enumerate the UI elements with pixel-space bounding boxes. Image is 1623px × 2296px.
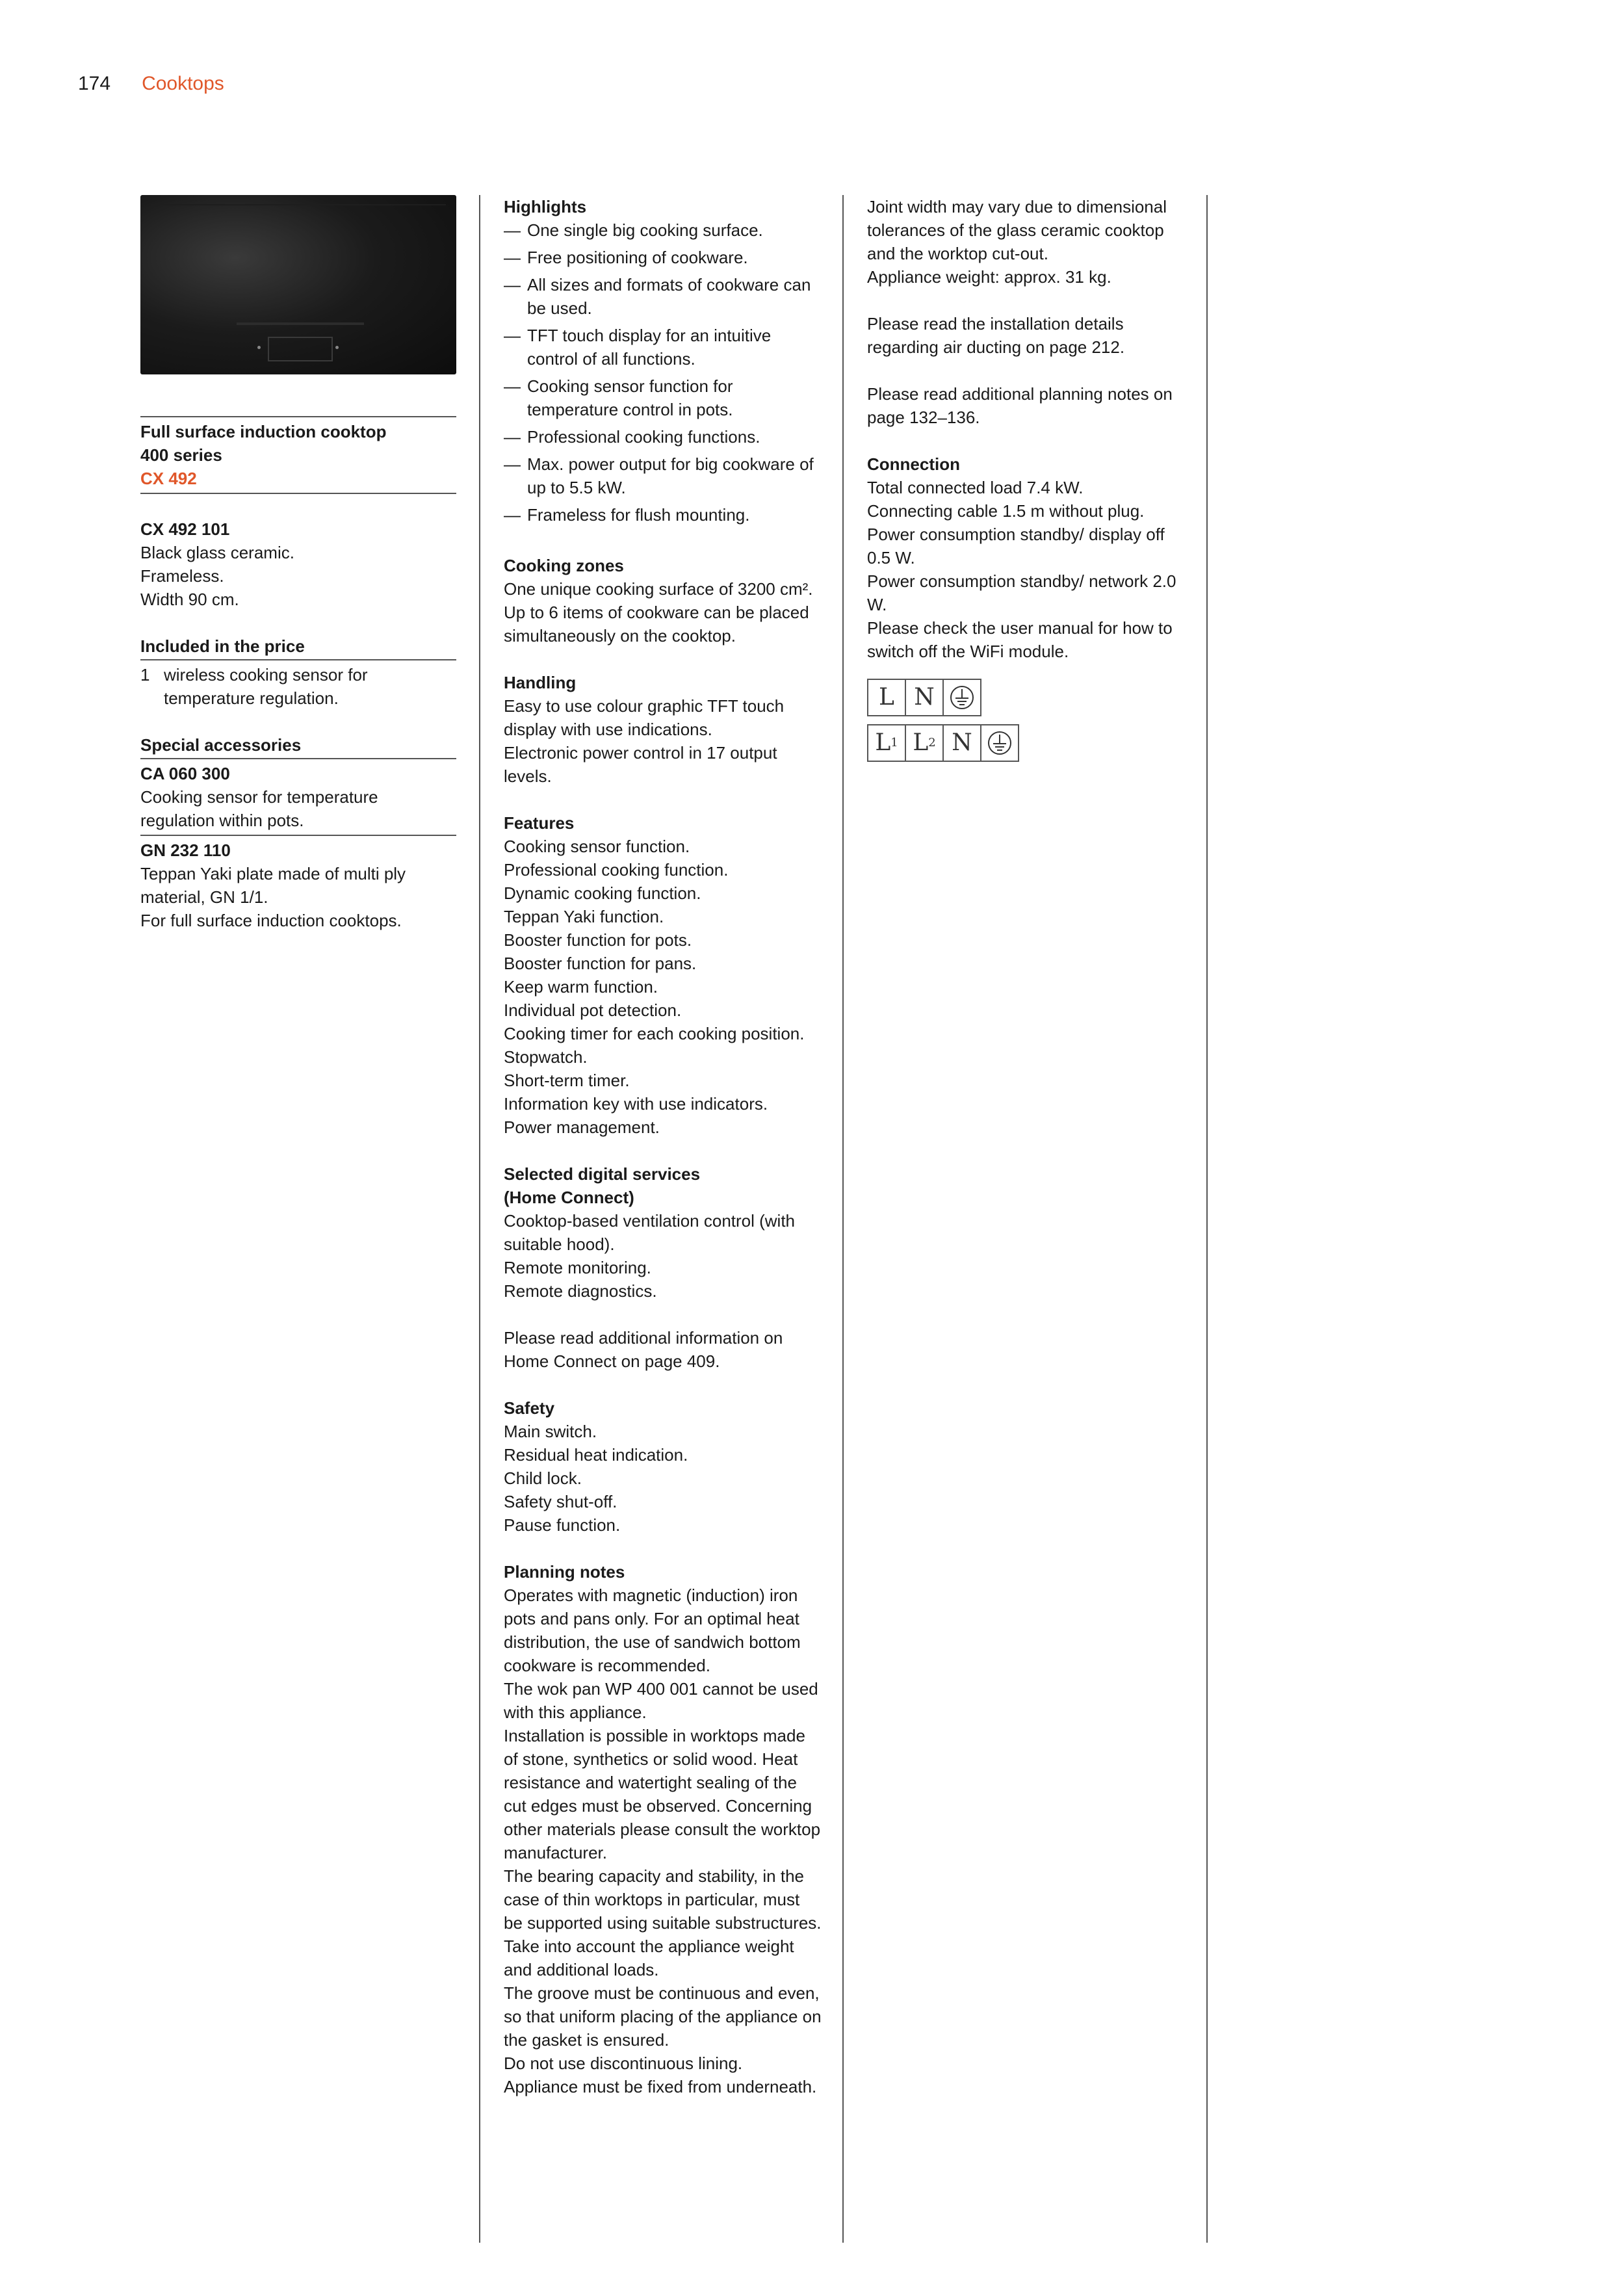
- list-item: — Professional cooking functions.: [504, 427, 760, 447]
- cooktop-photo: [140, 195, 456, 374]
- accessory-text: For full surface induction cooktops.: [140, 911, 402, 930]
- ground-icon: [980, 724, 1019, 762]
- list-item: Information key with use indicators.: [504, 1094, 768, 1114]
- list-item: Power management.: [504, 1117, 660, 1137]
- cooking-zones-title: Cooking zones: [504, 556, 624, 575]
- highlights-list: [504, 218, 822, 527]
- planning-note: The groove must be continuous and even, so that uniform placing of the appliance on the gasket is ensured.: [504, 1983, 822, 2050]
- planning-note: Do not use discontinuous lining.: [504, 2054, 743, 2073]
- product-series: 400 series: [140, 445, 222, 465]
- list-item: — Free positioning of cookware.: [504, 248, 748, 267]
- connection-line: Power consumption standby/ display off 0.5 W.: [867, 525, 1165, 567]
- planning-note: Operates with magnetic (induction) iron pots and pans only. For an optimal heat distribution, the use of sandwich bottom cookware is recommended.: [504, 1585, 801, 1675]
- column-divider: [479, 195, 480, 2243]
- list-item: — TFT touch display for an intuitive control of all functions.: [504, 326, 772, 369]
- included-title: Included in the price: [140, 636, 305, 656]
- page-number: 174: [78, 73, 111, 94]
- column-divider: [842, 195, 844, 2243]
- product-column: [140, 195, 456, 932]
- connection-line: Please check the user manual for how to switch off the WiFi module.: [867, 618, 1173, 661]
- features-title: Features: [504, 813, 575, 833]
- text-line: Easy to use colour graphic TFT touch display with use indications.: [504, 696, 785, 739]
- accessory-text: Teppan Yaki plate made of multi ply material, GN 1/1.: [140, 864, 406, 907]
- accessory-item: [140, 758, 456, 832]
- list-item: Remote monitoring.: [504, 1258, 651, 1277]
- display-icon: [268, 337, 333, 361]
- planning-note: Appliance must be fixed from underneath.: [504, 2077, 817, 2096]
- joint-note: Joint width may vary due to dimensional tolerances of the glass ceramic cooktop and the worktop cut-out.: [867, 197, 1167, 263]
- text-line: One unique cooking surface of 3200 cm².: [504, 579, 813, 599]
- list-item: Teppan Yaki function.: [504, 907, 664, 926]
- planning-note: Installation is possible in worktops made of stone, synthetics or solid wood. Heat resistance and watertight sealing of the cut edges must be observed. Concerning other materials please consult the worktop manufacturer.: [504, 1726, 821, 1862]
- digital-services-subtitle: (Home Connect): [504, 1188, 634, 1207]
- terminal-l: L: [867, 679, 906, 716]
- digital-services-title: Selected digital services: [504, 1164, 701, 1184]
- product-model: CX 492: [140, 469, 197, 488]
- terminal-n: N: [942, 724, 981, 762]
- list-item: Individual pot detection.: [504, 1000, 682, 1020]
- home-connect-note: Please read additional information on Home Connect on page 409.: [504, 1328, 783, 1371]
- list-item: Child lock.: [504, 1468, 582, 1488]
- list-item: Residual heat indication.: [504, 1445, 688, 1465]
- list-item: Dynamic cooking function.: [504, 883, 701, 903]
- product-title: Full surface induction cooktop: [140, 422, 387, 441]
- list-item: — Frameless for flush mounting.: [504, 505, 750, 525]
- list-item: — Cooking sensor function for temperature control in pots.: [504, 376, 733, 419]
- included-item: 1 wireless cooking sensor for temperature regulation.: [140, 665, 368, 708]
- ground-icon: [942, 679, 981, 716]
- desc-line: Frameless.: [140, 566, 224, 586]
- list-item: — All sizes and formats of cookware can be used.: [504, 275, 811, 318]
- connection-line: Connecting cable 1.5 m without plug.: [867, 501, 1145, 521]
- list-item: Remote diagnostics.: [504, 1281, 657, 1301]
- safety-title: Safety: [504, 1398, 555, 1418]
- weight-note: Appliance weight: approx. 31 kg.: [867, 267, 1111, 287]
- planning-note-ref: Please read additional planning notes on page 132–136.: [867, 384, 1173, 427]
- installation-column: [867, 195, 1186, 762]
- section-title: Cooktops: [142, 73, 224, 94]
- list-item: Main switch.: [504, 1422, 597, 1441]
- accessory-code: CA 060 300: [140, 764, 230, 783]
- model-code: CX 492 101: [140, 519, 230, 539]
- list-item: Professional cooking function.: [504, 860, 729, 880]
- list-item: Booster function for pots.: [504, 930, 692, 950]
- handling-title: Handling: [504, 673, 577, 692]
- text-line: Up to 6 items of cookware can be placed simultaneously on the cooktop.: [504, 603, 809, 646]
- connection-title: Connection: [867, 454, 960, 474]
- details-column: [504, 195, 822, 2098]
- list-item: Booster function for pans.: [504, 954, 697, 973]
- terminal-n: N: [905, 679, 944, 716]
- accessory-text: Cooking sensor for temperature regulation within pots.: [140, 787, 378, 830]
- list-item: Short-term timer.: [504, 1071, 630, 1090]
- list-item: Cooking sensor function.: [504, 837, 690, 856]
- accessory-item: [140, 835, 456, 932]
- list-item: — One single big cooking surface.: [504, 220, 763, 240]
- list-item: Cooktop-based ventilation control (with suitable hood).: [504, 1211, 796, 1254]
- planning-notes-title: Planning notes: [504, 1562, 625, 1582]
- list-item: Stopwatch.: [504, 1047, 588, 1067]
- connection-line: Power consumption standby/ network 2.0 W.: [867, 571, 1176, 614]
- planning-note: The wok pan WP 400 001 cannot be used with this appliance.: [504, 1679, 818, 1722]
- product-title-block: [140, 416, 456, 490]
- list-item: Safety shut-off.: [504, 1492, 617, 1511]
- column-divider: [1206, 195, 1208, 2243]
- desc-line: Width 90 cm.: [140, 590, 239, 609]
- list-item: Keep warm function.: [504, 977, 658, 997]
- connection-line: Total connected load 7.4 kW.: [867, 478, 1084, 497]
- install-note: Please read the installation details regarding air ducting on page 212.: [867, 314, 1125, 357]
- page-header: [78, 73, 224, 95]
- list-item: — Max. power output for big cookware of up to 5.5 kW.: [504, 454, 814, 497]
- terminal-l2: L 2: [905, 724, 944, 762]
- list-item: Cooking timer for each cooking position.: [504, 1024, 805, 1043]
- special-accessories-title: Special accessories: [140, 735, 302, 755]
- planning-note: The bearing capacity and stability, in the case of thin worktops in particular, must be supported using suitable substructures. Take into account the appliance weight and additional loads.: [504, 1866, 822, 1979]
- wiring-diagram-two-phase: [867, 724, 1186, 762]
- wiring-diagram-single-phase: [867, 679, 1186, 716]
- desc-line: Black glass ceramic.: [140, 543, 294, 562]
- terminal-l1: L 1: [867, 724, 906, 762]
- text-line: Electronic power control in 17 output levels.: [504, 743, 777, 786]
- list-item: Pause function.: [504, 1515, 621, 1535]
- accessory-code: GN 232 110: [140, 841, 231, 860]
- highlights-title: Highlights: [504, 197, 587, 216]
